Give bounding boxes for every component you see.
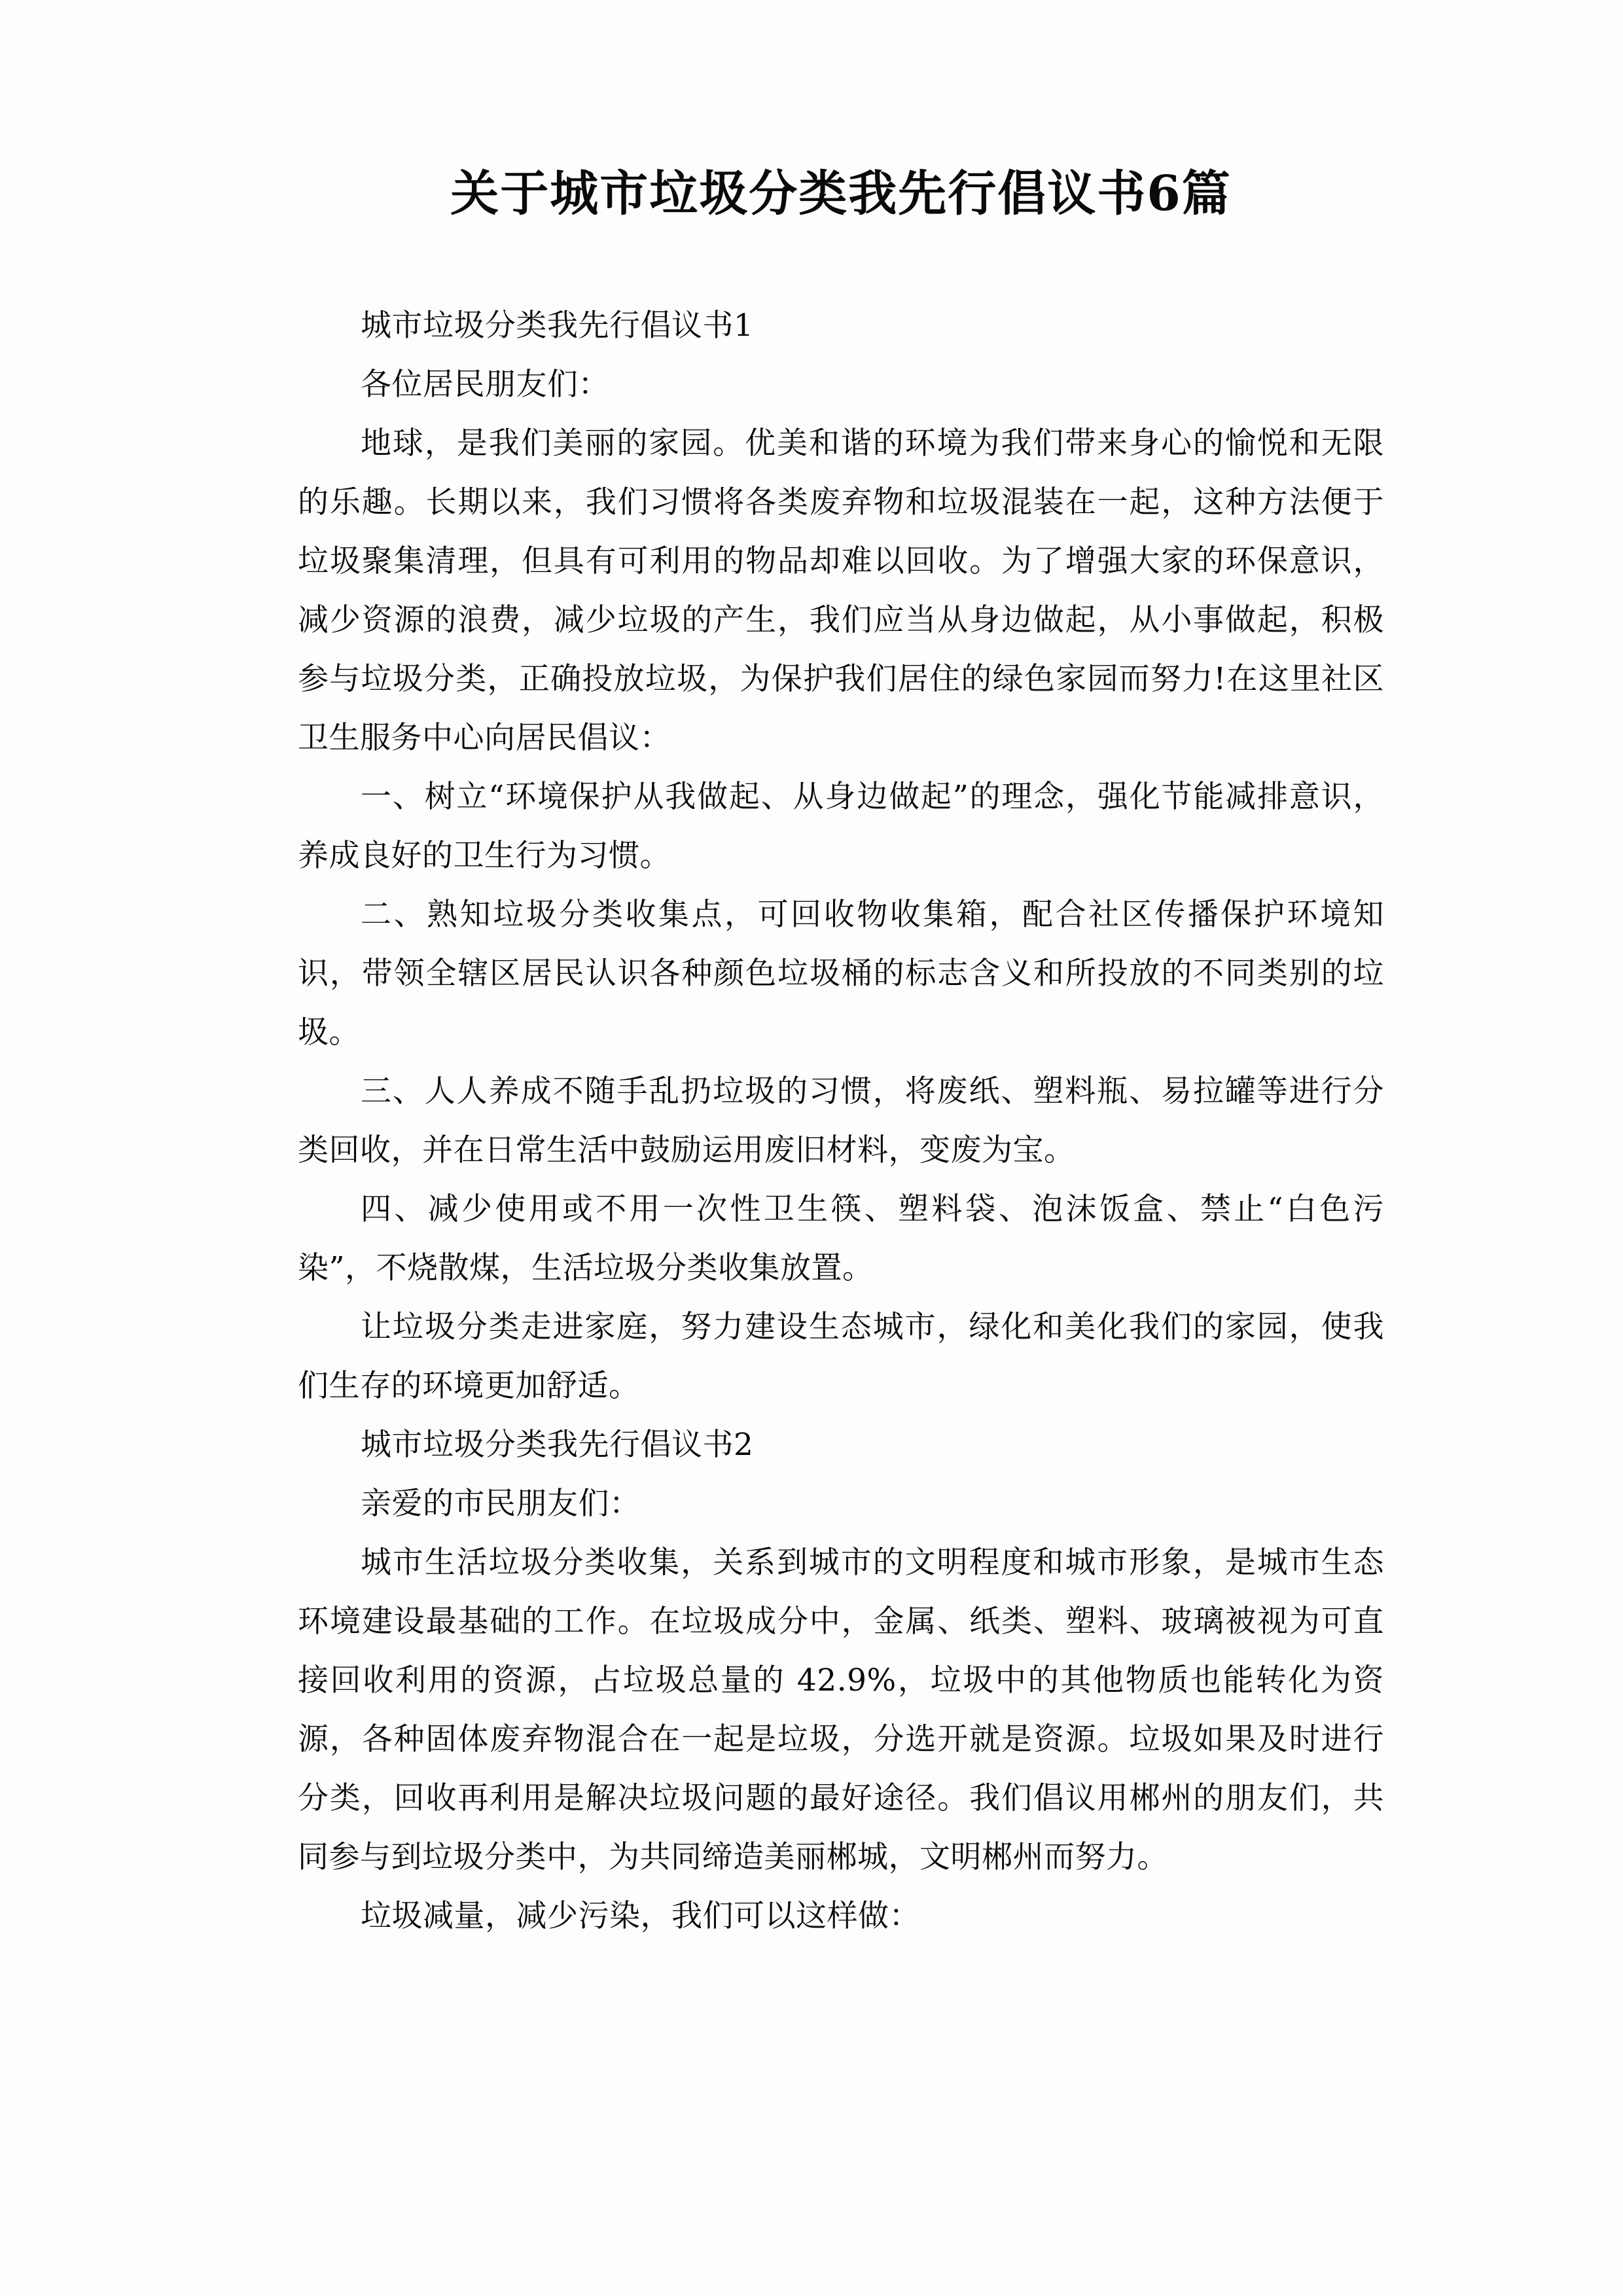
section-heading-2: 城市垃圾分类我先行倡议书2 [361,1426,754,1463]
list-item-2: 二、熟知垃圾分类收集点，可回收物收集箱，配合社区传播保护环境知识，带领全辖区居民认识各种颜色垃圾桶的标志含义和所投放的不同类别的垃圾。 [298,896,1384,1050]
list-item-3: 三、人人养成不随手乱扔垃圾的习惯，将废纸、塑料瓶、易拉罐等进行分类回收，并在日常生活中鼓励运用废旧材料，变废为宝。 [298,1073,1384,1168]
page-title: 关于城市垃圾分类我先行倡议书6篇 [450,166,1232,222]
lead-in-paragraph-2: 垃圾减量，减少污染，我们可以这样做： [361,1897,920,1934]
body-paragraph-2: 城市生活垃圾分类收集，关系到城市的文明程度和城市形象，是城市生态环境建设最基础的工作。在垃圾成分中，金属、纸类、塑料、玻璃被视为可直接回收利用的资源，占垃圾总量的 42.9%，垃圾中的其他物质也能转化为资源，各种固体废弃物混合在一起是垃圾，分选开就是资源。垃圾如果及时进行分类，回收再利用是解决垃圾问题的最好途径。我们倡议用郴州的朋友们，共同参与到垃圾分类中，为共同缔造美丽郴城，文明郴州而努力。 [298,1544,1384,1875]
closing-paragraph-1: 让垃圾分类走进家庭，努力建设生态城市，绿化和美化我们的家园，使我们生存的环境更加舒适。 [298,1308,1384,1404]
section-heading-1: 城市垃圾分类我先行倡议书1 [361,307,754,344]
list-item-4: 四、减少使用或不用一次性卫生筷、塑料袋、泡沫饭盒、禁止“白色污染”，不烧散煤，生活垃圾分类收集放置。 [298,1191,1384,1286]
salutation-2: 亲爱的市民朋友们： [361,1485,641,1522]
body-paragraph-1: 地球，是我们美丽的家园。优美和谐的环境为我们带来身心的愉悦和无限的乐趣。长期以来，我们习惯将各类废弃物和垃圾混装在一起，这种方法便于垃圾聚集清理，但具有可利用的物品却难以回收。为了增强大家的环保意识，减少资源的浪费，减少垃圾的产生，我们应当从身边做起，从小事做起，积极参与垃圾分类，正确投放垃圾，为保护我们居住的绿色家园而努力!在这里社区卫生服务中心向居民倡议： [298,425,1384,756]
document-content [298,164,1384,1946]
list-item-1: 一、树立“环境保护从我做起、从身边做起”的理念，强化节能减排意识，养成良好的卫生行为习惯。 [298,778,1384,874]
salutation-1: 各位居民朋友们： [361,366,609,403]
